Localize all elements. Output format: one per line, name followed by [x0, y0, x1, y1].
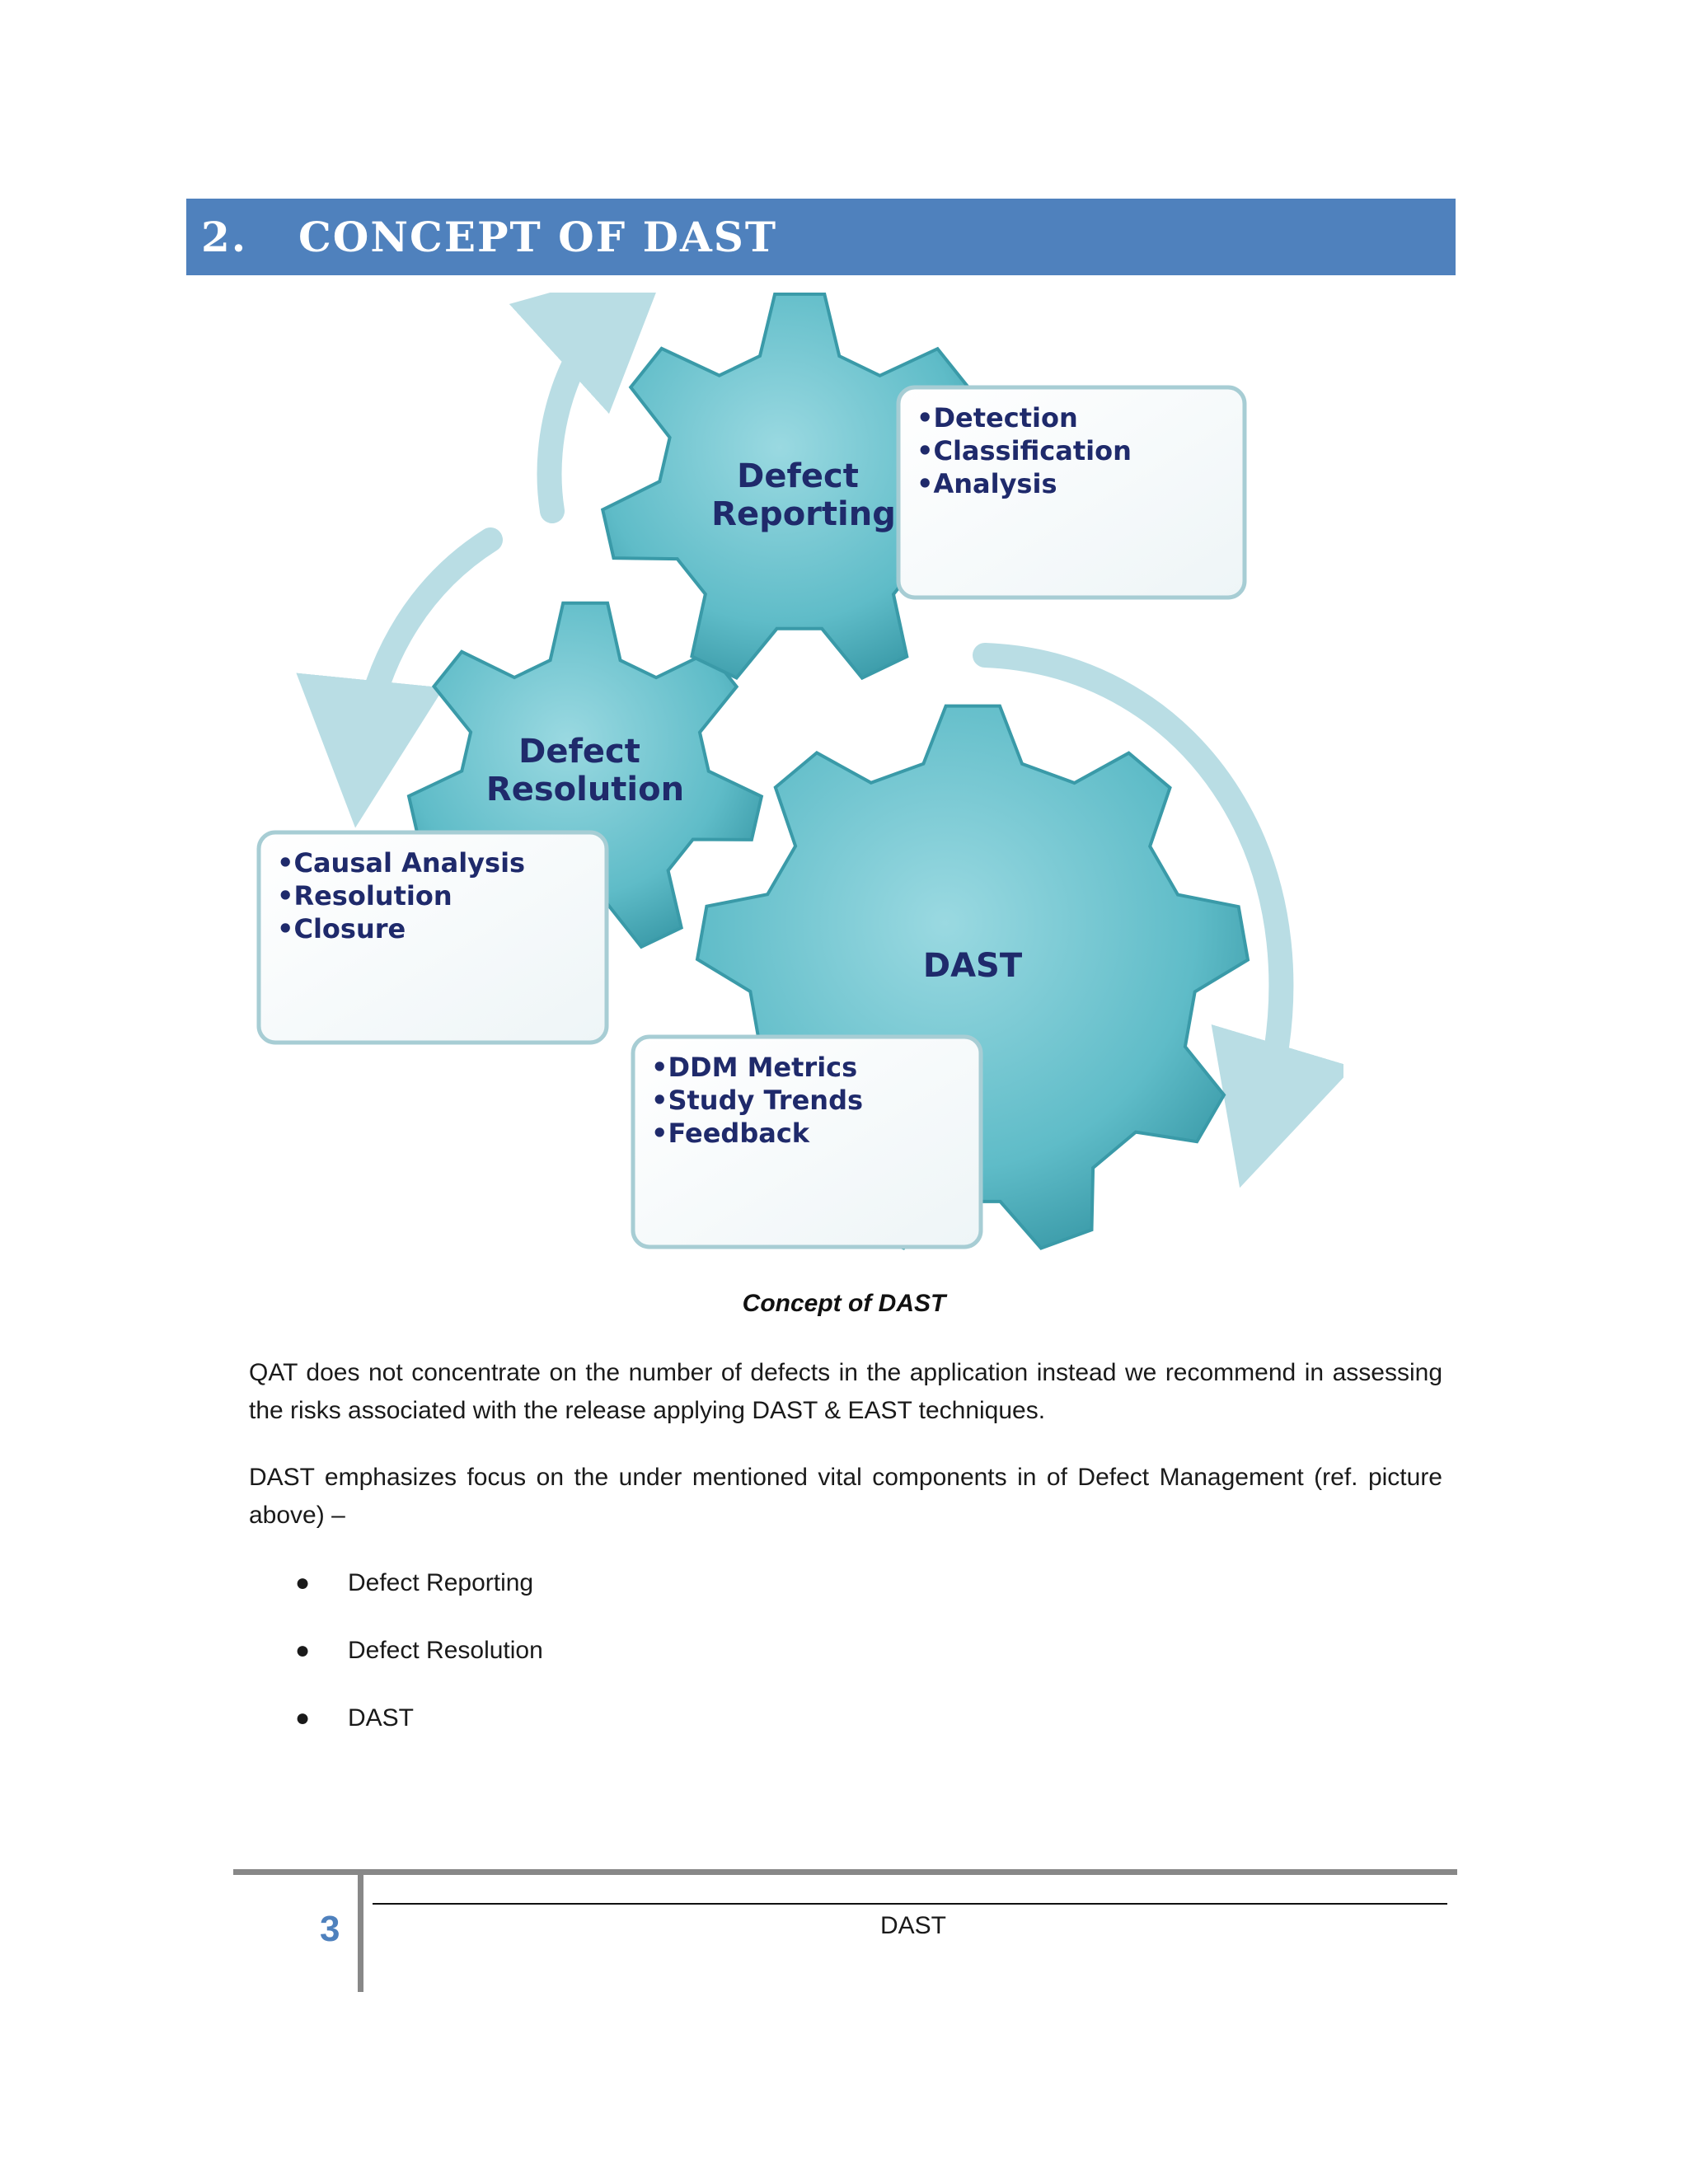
gear-label-dast: DAST	[922, 947, 1023, 985]
bullet-icon: ●	[295, 1704, 311, 1732]
gear-label-defect-resolution: Defect Resolution	[485, 733, 685, 808]
svg-text:•Detection •Classificati: •Detection •Classification •Analysis	[917, 402, 1132, 499]
footer-title: DAST	[880, 1912, 947, 1939]
svg-text:•Causal Analysis •Resolu: •Causal Analysis •Resolution •Closure	[277, 847, 526, 944]
section-title: CONCEPT OF DAST	[298, 213, 778, 261]
cycle-arrow-top	[550, 309, 614, 511]
dast-items-box	[633, 1037, 981, 1247]
footer-thin-rule	[373, 1903, 1447, 1905]
reporting-items-box	[898, 387, 1245, 598]
footer-vertical-divider	[358, 1874, 363, 1992]
paragraph-2: DAST emphasizes focus on the under mentioned vital components in of Defect Management (ref. picture above) –	[249, 1464, 1442, 1529]
gear-label-defect-reporting: Defect Reporting	[711, 457, 896, 533]
svg-text:•DDM Metrics •Study Tren: •DDM Metrics •Study Trends •Feedback	[651, 1052, 864, 1149]
list-item-text: Defect Resolution	[348, 1637, 543, 1664]
resolution-items-box	[259, 832, 607, 1043]
dast-concept-diagram	[239, 293, 1343, 1257]
list-item-text: Defect Reporting	[348, 1569, 534, 1596]
footer-divider	[233, 1869, 1457, 1875]
section-heading-bar	[186, 199, 1456, 275]
figure-caption: Concept of DAST	[742, 1290, 946, 1317]
bullet-icon: ●	[295, 1569, 311, 1596]
section-number: 2.	[201, 213, 248, 261]
list-item-text: DAST	[348, 1704, 415, 1732]
paragraph-1: QAT does not concentrate on the number of defects in the application instead we recommend in assessing the risks associated with the release applying DAST & EAST techniques.	[249, 1359, 1442, 1424]
page-number: 3	[320, 1909, 340, 1949]
bullet-icon: ●	[295, 1637, 311, 1664]
